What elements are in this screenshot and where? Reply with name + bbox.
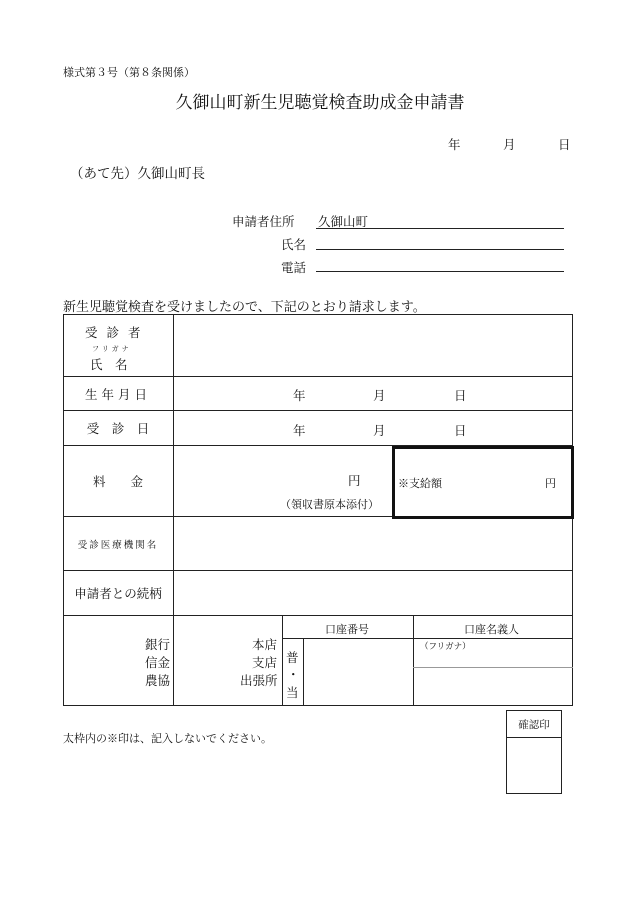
account-type-separator: ・ bbox=[287, 667, 300, 682]
bank-label: 銀行 bbox=[145, 637, 171, 652]
relation-field[interactable] bbox=[175, 572, 571, 614]
account-type-ordinary[interactable]: 普 bbox=[286, 650, 299, 665]
dob-year: 年 bbox=[293, 388, 306, 403]
dob-day: 日 bbox=[454, 388, 467, 403]
address-underline bbox=[316, 228, 564, 229]
applicant-phone-label: 電話 bbox=[281, 260, 307, 275]
clinic-label: 受診医療機関名 bbox=[77, 539, 159, 551]
exam-month: 月 bbox=[373, 423, 386, 438]
date-month-label: 月 bbox=[503, 137, 516, 152]
fee-label: 料 金 bbox=[92, 474, 143, 489]
dob-label: 生年月日 bbox=[84, 386, 151, 402]
exam-year: 年 bbox=[293, 423, 306, 438]
applicant-address-label: 申請者住所 bbox=[232, 214, 295, 229]
relation-label: 申請者との続柄 bbox=[74, 586, 162, 601]
page-title: 久御山町新生児聴覚検査助成金申請書 bbox=[175, 93, 465, 113]
confirm-stamp-label: 確認印 bbox=[518, 719, 550, 731]
holder-furigana-label: （フリガナ） bbox=[420, 642, 471, 652]
patient-name-label: 氏 名 bbox=[90, 357, 128, 372]
account-number-label: 口座番号 bbox=[325, 623, 369, 636]
applicant-name-label: 氏名 bbox=[281, 237, 307, 252]
account-holder-field[interactable] bbox=[415, 669, 571, 704]
account-type-checking[interactable]: 当 bbox=[286, 685, 299, 700]
receipt-note: （領収書原本添付） bbox=[280, 498, 379, 511]
applicant-address-value[interactable]: 久御山町 bbox=[318, 214, 369, 229]
patient-name-field[interactable] bbox=[175, 316, 571, 374]
branch-label: 支店 bbox=[252, 655, 278, 670]
payment-label: ※支給額 bbox=[398, 477, 442, 490]
office-label: 出張所 bbox=[240, 673, 278, 688]
intro-text: 新生児聴覚検査を受けましたので、下記のとおり請求します。 bbox=[63, 300, 426, 315]
exam-day: 日 bbox=[454, 423, 467, 438]
date-day-label: 日 bbox=[558, 137, 571, 152]
clinic-field[interactable] bbox=[175, 518, 571, 568]
form-number: 様式第３号（第８条関係） bbox=[63, 66, 195, 79]
furigana-label: フリガナ bbox=[92, 345, 132, 353]
account-holder-label: 口座名義人 bbox=[464, 623, 519, 636]
date-year-label: 年 bbox=[448, 137, 461, 152]
footer-note: 太枠内の※印は、記入しないでください。 bbox=[63, 732, 272, 745]
phone-underline[interactable] bbox=[316, 271, 564, 272]
payment-yen: 円 bbox=[545, 477, 556, 490]
agri-coop-label: 農協 bbox=[145, 673, 171, 688]
account-number-field[interactable] bbox=[305, 640, 411, 704]
fee-yen: 円 bbox=[348, 473, 361, 488]
credit-union-label: 信金 bbox=[145, 655, 171, 670]
dob-month: 月 bbox=[373, 388, 386, 403]
patient-label: 受診者 bbox=[85, 325, 150, 340]
name-underline[interactable] bbox=[316, 249, 564, 250]
addressee: （あて先）久御山町長 bbox=[70, 166, 205, 182]
exam-date-label: 受 診 日 bbox=[86, 421, 150, 436]
main-branch-label: 本店 bbox=[252, 637, 278, 652]
